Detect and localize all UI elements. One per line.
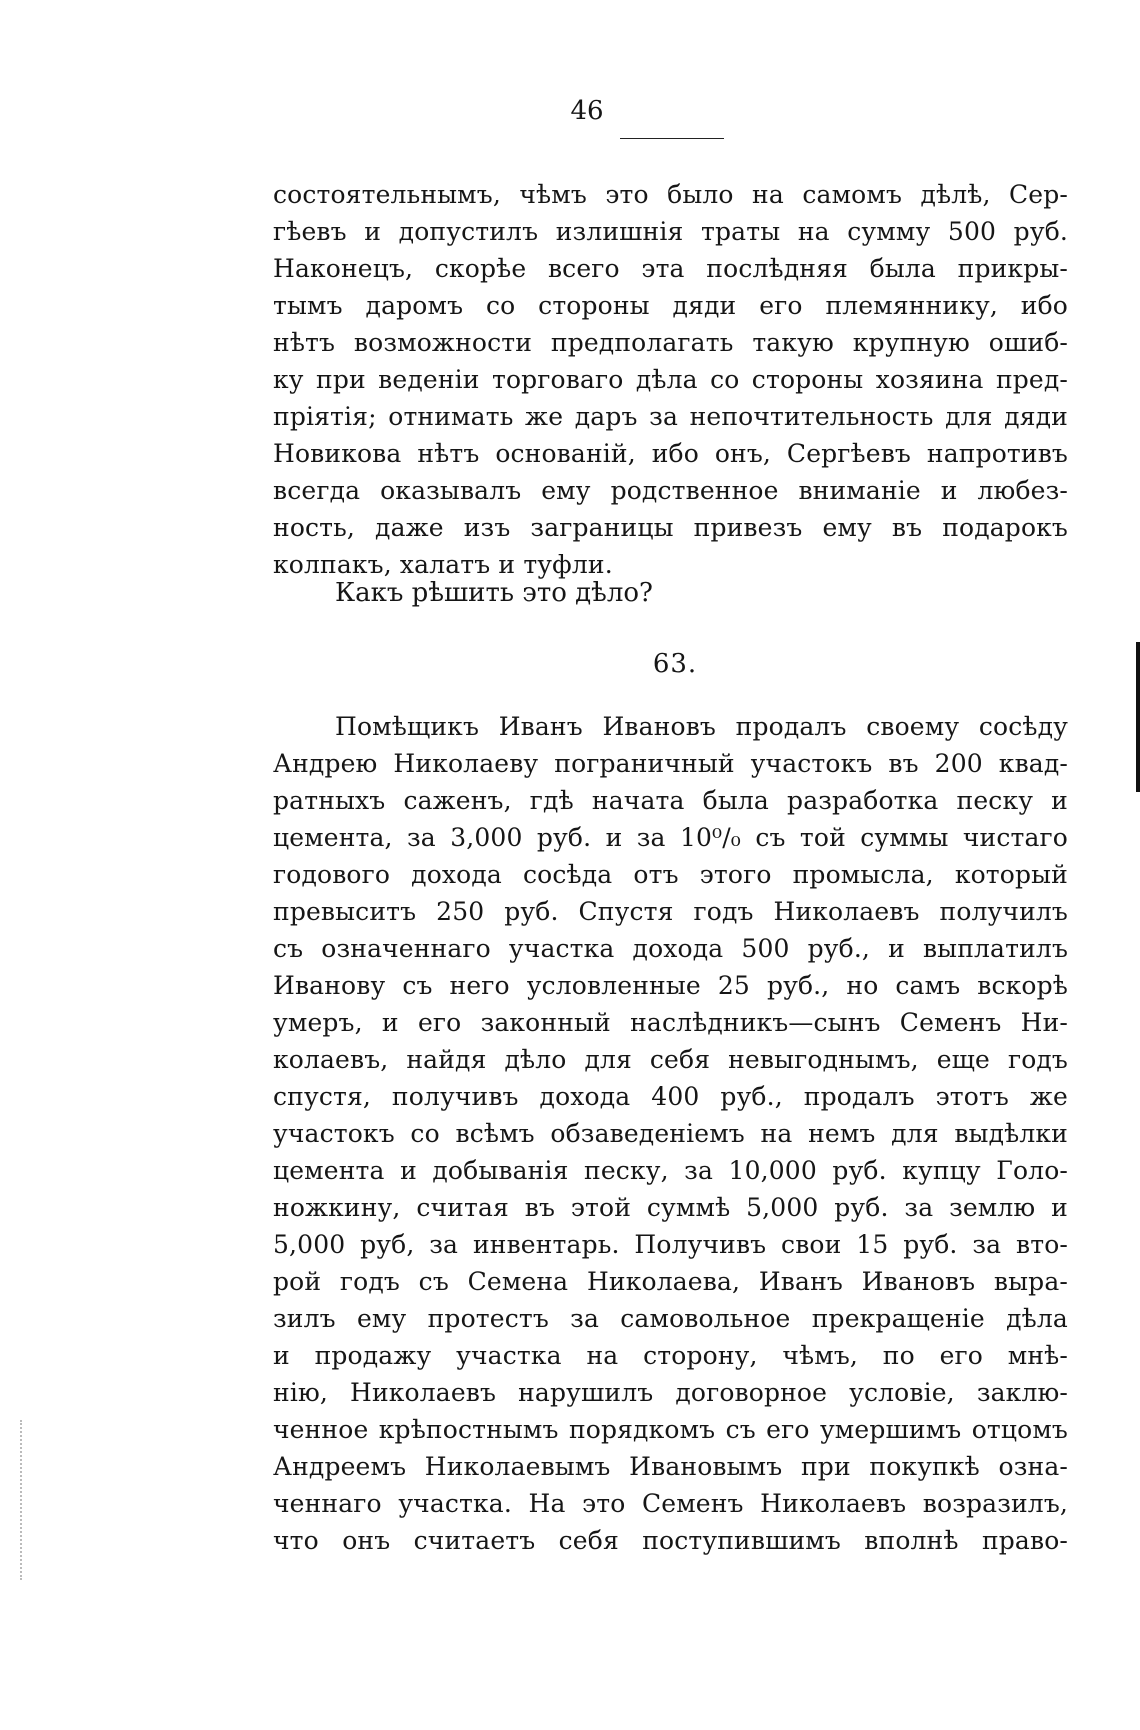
text-line: и продажу участка на сторону, чѣмъ, по его мнѣ- (273, 1341, 1068, 1370)
text-line: рой годъ съ Семена Николаева, Иванъ Ивановъ выра- (273, 1267, 1068, 1296)
section-number-text: 63. (652, 649, 698, 679)
text-line: что онъ считаетъ себя поступившимъ вполнѣ право- (273, 1526, 1068, 1555)
text-line: спустя, получивъ дохода 400 руб., продалъ этотъ же (273, 1082, 1068, 1111)
margin-dots (20, 1420, 24, 1580)
text-line: колаевъ, найдя дѣло для себя невыгоднымъ, еще годъ (273, 1045, 1068, 1074)
text-line: ратныхъ саженъ, гдѣ начата была разработка песку и (273, 786, 1068, 815)
header-rule (620, 138, 724, 139)
text-line: ку при веденіи торговаго дѣла со стороны хозяина пред- (273, 365, 1068, 394)
text-line: гѣевъ и допустилъ излишнія траты на сумму 500 руб. (273, 217, 1068, 246)
text-line: Наконецъ, скорѣе всего эта послѣдняя была прикры- (273, 254, 1068, 283)
text-line: цемента, за 3,000 руб. и за 10⁰/₀ съ той суммы чистаго (273, 823, 1068, 852)
text-line: 5,000 руб, за инвентарь. Получивъ свои 15 руб. за вто- (273, 1230, 1068, 1259)
paragraph-2 (273, 708, 1068, 1559)
text-line-indented: Помѣщикъ Иванъ Ивановъ продалъ своему сосѣду (335, 712, 1068, 741)
text-line: годового дохода сосѣда отъ этого промысла, который (273, 860, 1068, 889)
text-line: тымъ даромъ со стороны дяди его племяннику, ибо (273, 291, 1068, 320)
text-line: ченнаго участка. На это Семенъ Николаевъ возразилъ, (273, 1489, 1068, 1518)
text-line: зилъ ему протестъ за самовольное прекращеніе дѣла (273, 1304, 1068, 1333)
text-line: превыситъ 250 руб. Спустя годъ Николаевъ получилъ (273, 897, 1068, 926)
page-number-text: 46 (570, 96, 604, 126)
text-line: ножкину, считая въ этой суммѣ 5,000 руб. за землю и (273, 1193, 1068, 1222)
text-line: съ означеннаго участка дохода 500 руб., и выплатилъ (273, 934, 1068, 963)
text-line: нѣтъ возможности предполагать такую крупную ошиб- (273, 328, 1068, 357)
page-number (0, 96, 1140, 126)
section-number (0, 648, 1140, 680)
text-line: Новикова нѣтъ основаній, ибо онъ, Сергѣевъ напротивъ (273, 439, 1068, 468)
text-line: Иванову съ него условленные 25 руб., но самъ вскорѣ (273, 971, 1068, 1000)
text-line: ченное крѣпостнымъ порядкомъ съ его умершимъ отцомъ (273, 1415, 1068, 1444)
text-line: нію, Николаевъ нарушилъ договорное условіе, заклю- (273, 1378, 1068, 1407)
text-line: умеръ, и его законный наслѣдникъ—сынъ Семенъ Ни- (273, 1008, 1068, 1037)
text-line: Андрею Николаеву пограничный участокъ въ 200 квад- (273, 749, 1068, 778)
text-line: колпакъ, халатъ и туфли. (273, 550, 613, 579)
paragraph-1 (273, 176, 1068, 583)
text-line: состоятельнымъ, чѣмъ это было на самомъ дѣлѣ, Сер- (273, 180, 1068, 209)
text-line: пріятія; отнимать же даръ за непочтительность для дяди (273, 402, 1068, 431)
margin-mark (1136, 642, 1140, 792)
text-line: ность, даже изъ заграницы привезъ ему въ подарокъ (273, 513, 1068, 542)
text-line: цемента и добыванія песку, за 10,000 руб. купцу Голо- (273, 1156, 1068, 1185)
text-line: всегда оказывалъ ему родственное вниманіе и любез- (273, 476, 1068, 505)
text-line: участокъ со всѣмъ обзаведеніемъ на немъ для выдѣлки (273, 1119, 1068, 1148)
question-line: Какъ рѣшить это дѣло? (335, 578, 653, 608)
text-line: Андреемъ Николаевымъ Ивановымъ при покупкѣ озна- (273, 1452, 1068, 1481)
